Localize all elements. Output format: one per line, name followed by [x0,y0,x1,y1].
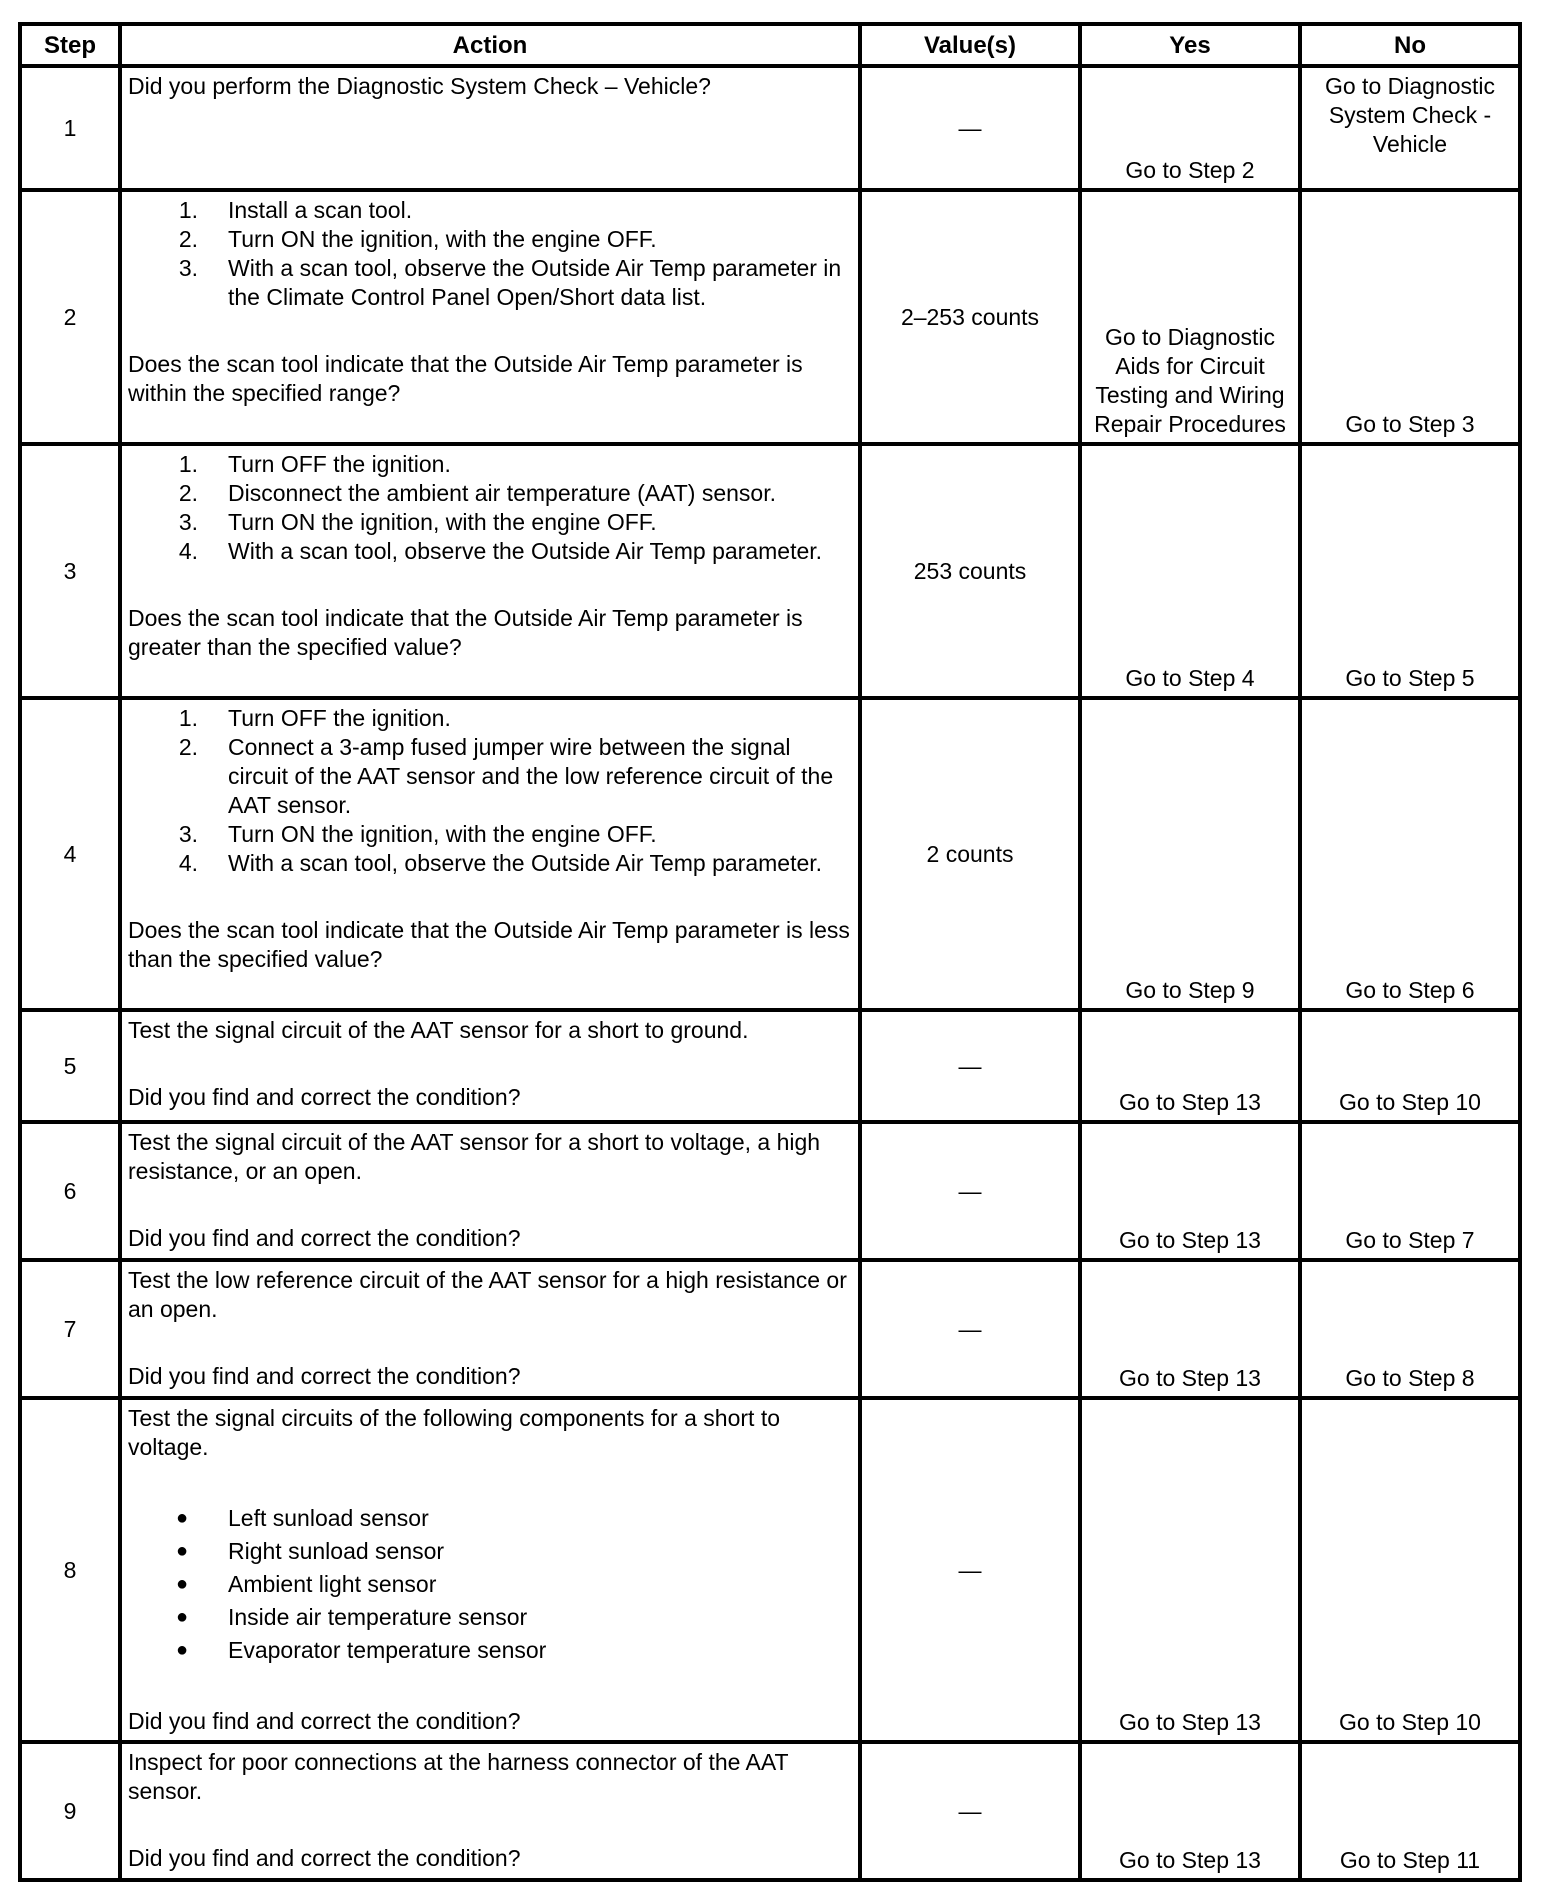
step-number: 3 [20,444,120,698]
yes-cell: Go to Step 13 [1080,1260,1300,1398]
no-cell: Go to Step 7 [1300,1122,1520,1260]
header-yes: Yes [1080,24,1300,66]
action-text: Did you perform the Diagnostic System Check – Vehicle? [128,73,711,99]
no-cell: Go to Step 3 [1300,190,1520,444]
no-cell: Go to Step 10 [1300,1010,1520,1122]
instruction-list [128,196,852,312]
component-list [128,1502,852,1667]
question-text: Did you find and correct the condition? [128,1225,521,1251]
value-cell: 2 counts [860,698,1080,1010]
list-item: 2. Disconnect the ambient air temperature (AAT) sensor. [178,480,776,506]
value-cell: 253 counts [860,444,1080,698]
header-step: Step [20,24,120,66]
instruction-list [128,704,852,878]
value-cell: — [860,1122,1080,1260]
list-item: 4. With a scan tool, observe the Outside Air Temp parameter. [178,850,823,876]
action-text: Test the low reference circuit of the AAT sensor for a high resistance or an open. [128,1267,847,1322]
action-cell [120,1398,860,1742]
value-cell: 2–253 counts [860,190,1080,444]
yes-cell: Go to Step 2 [1080,66,1300,190]
yes-cell: Go to Step 4 [1080,444,1300,698]
table-row [20,190,1520,444]
action-cell [120,1260,860,1398]
action-text: Test the signal circuit of the AAT sensor for a short to ground. [128,1017,749,1043]
table-row [20,698,1520,1010]
no-cell: Go to Step 5 [1300,444,1520,698]
no-cell: Go to Diagnostic System Check - Vehicle [1300,66,1520,190]
table-row [20,66,1520,190]
action-text: Test the signal circuit of the AAT sensor for a short to voltage, a high resistance, or an open. [128,1129,821,1184]
table-row [20,1260,1520,1398]
action-cell [120,190,860,444]
value-cell: — [860,1010,1080,1122]
step-number: 4 [20,698,120,1010]
action-cell [120,1742,860,1880]
action-text: Inspect for poor connections at the harness connector of the AAT sensor. [128,1749,789,1804]
no-cell: Go to Step 6 [1300,698,1520,1010]
yes-cell: Go to Step 9 [1080,698,1300,1010]
table-row [20,1010,1520,1122]
no-cell: Go to Step 11 [1300,1742,1520,1880]
value-cell: — [860,1742,1080,1880]
list-item: 3. Turn ON the ignition, with the engine OFF. [178,821,657,847]
table-row [20,1398,1520,1742]
question-text: Did you find and correct the condition? [128,1363,521,1389]
no-cell: Go to Step 10 [1300,1398,1520,1742]
step-number: 1 [20,66,120,190]
yes-cell: Go to Step 13 [1080,1742,1300,1880]
diagnostic-table [18,22,1522,1882]
step-number: 2 [20,190,120,444]
table-row [20,1122,1520,1260]
step-number: 8 [20,1398,120,1742]
list-item: 4. With a scan tool, observe the Outside Air Temp parameter. [178,538,823,564]
bullet-icon: ● [176,1639,189,1661]
header-action: Action [120,24,860,66]
question-text: Does the scan tool indicate that the Outside Air Temp parameter is greater than the specified value? [128,605,803,660]
value-cell: — [860,66,1080,190]
question-text: Did you find and correct the condition? [128,1084,521,1110]
bullet-icon: ● [176,1540,189,1562]
action-cell [120,698,860,1010]
yes-cell: Go to Step 13 [1080,1122,1300,1260]
instruction-list [128,450,852,566]
question-text: Did you find and correct the condition? [128,1708,521,1734]
list-item: ● Right sunload sensor [128,1535,852,1568]
question-text: Did you find and correct the condition? [128,1845,521,1871]
list-item: ● Inside air temperature sensor [128,1601,852,1634]
action-cell [120,1122,860,1260]
step-number: 7 [20,1260,120,1398]
header-values: Value(s) [860,24,1080,66]
list-item: 1. Turn OFF the ignition. [178,451,451,477]
table-row [20,1742,1520,1880]
step-number: 6 [20,1122,120,1260]
action-cell [120,1010,860,1122]
list-item: ● Ambient light sensor [128,1568,852,1601]
action-text: Test the signal circuits of the following components for a short to voltage. [128,1405,780,1460]
bullet-icon: ● [176,1606,189,1628]
list-item: 3. With a scan tool, observe the Outside Air Temp parameter in the Climate Control Panel Open/Short data list. [178,255,842,310]
bullet-icon: ● [176,1507,189,1529]
yes-cell: Go to Diagnostic Aids for Circuit Testing and Wiring Repair Procedures [1080,190,1300,444]
list-item: ● Left sunload sensor [128,1502,852,1535]
question-text: Does the scan tool indicate that the Outside Air Temp parameter is within the specified range? [128,351,803,406]
question-text: Does the scan tool indicate that the Outside Air Temp parameter is less than the specified value? [128,917,850,972]
bullet-icon: ● [176,1573,189,1595]
list-item: 2. Turn ON the ignition, with the engine OFF. [178,226,657,252]
list-item: ● Evaporator temperature sensor [128,1634,852,1667]
list-item: 1. Turn OFF the ignition. [178,705,451,731]
table-row [20,444,1520,698]
no-cell: Go to Step 8 [1300,1260,1520,1398]
value-cell: — [860,1260,1080,1398]
action-cell [120,444,860,698]
list-item: 1. Install a scan tool. [178,197,413,223]
header-row [20,24,1520,66]
step-number: 5 [20,1010,120,1122]
header-no: No [1300,24,1520,66]
list-item: 3. Turn ON the ignition, with the engine OFF. [178,509,657,535]
yes-cell: Go to Step 13 [1080,1010,1300,1122]
step-number: 9 [20,1742,120,1880]
action-cell [120,66,860,190]
yes-cell: Go to Step 13 [1080,1398,1300,1742]
list-item: 2. Connect a 3-amp fused jumper wire between the signal circuit of the AAT sensor and the low reference circuit of the AAT sensor. [178,734,834,818]
value-cell: — [860,1398,1080,1742]
